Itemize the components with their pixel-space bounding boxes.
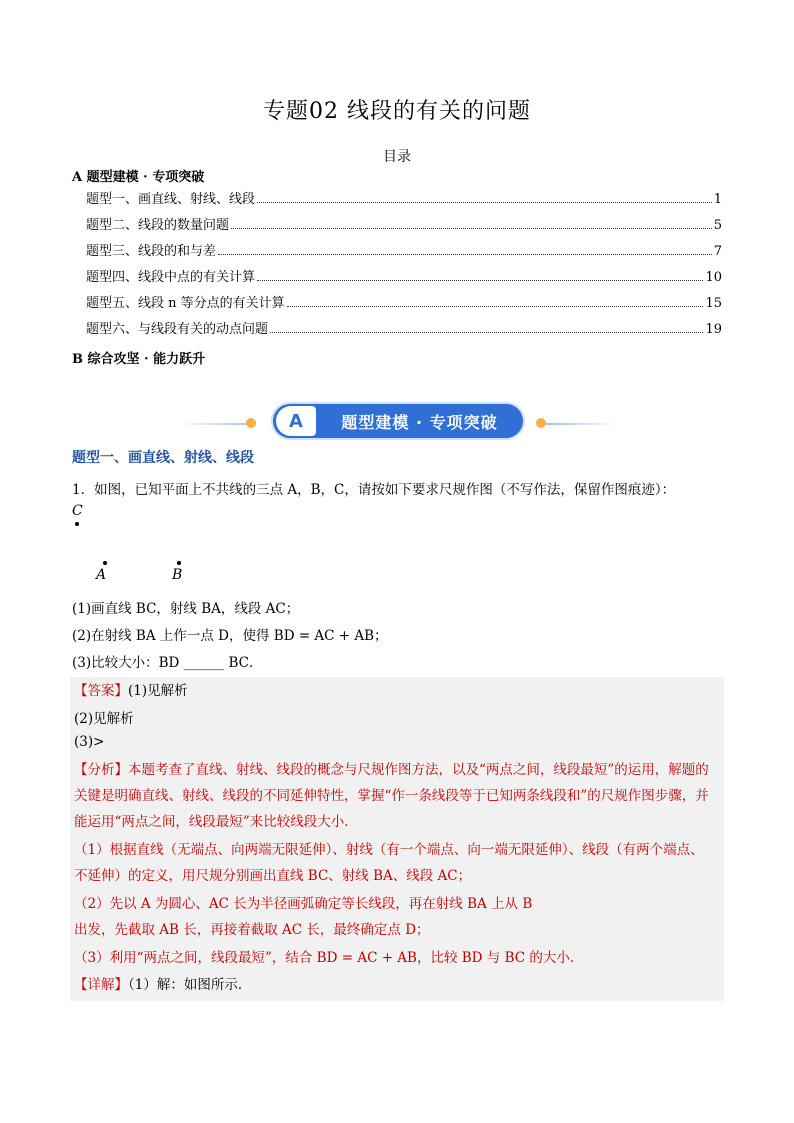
point-a-label: A: [96, 567, 107, 583]
point-b: [177, 561, 181, 565]
answer-tag: 【答案】: [74, 683, 128, 699]
toc-item-page: 5: [713, 218, 722, 233]
answer-1: (1)见解析: [128, 683, 188, 699]
analysis-tag: 【分析】: [74, 762, 128, 778]
step-1b: 不延伸）的定义，用尺规分别画出直线 BC、射线 BA、线段 AC；: [74, 868, 472, 884]
point-a: [103, 561, 107, 565]
detail-tag: 【详解】: [74, 977, 128, 993]
type-heading: 题型一、画直线、射线、线段: [72, 450, 254, 466]
detail-text: （1）解：如图所示．: [128, 977, 252, 993]
question-part-3: (3)比较大小：BD ______ BC．: [72, 655, 263, 671]
point-c: [75, 522, 79, 526]
toc-leader: [257, 269, 703, 281]
step-2b: 出发，先截取 AB 长，再接着截取 AC 长，最终确定点 D；: [74, 922, 430, 938]
banner-dot-left: [246, 418, 256, 428]
step-1a: （1）根据直线（无端点、向两端无限延伸）、射线（有一个端点、向一端无限延伸）、线段（有两个端点、: [74, 842, 704, 858]
toc-item-label: 题型二、线段的数量问题: [86, 218, 230, 233]
answer-line-1: [74, 679, 188, 699]
banner-letter: A: [276, 406, 316, 436]
analysis-text-2: 关键是明确直线、射线、线段的不同延伸特性，掌握“作一条线段等于已知两条线段和”的尺规作图步骤，并: [74, 788, 709, 804]
toc-section-b[interactable]: B 综合攻坚 · 能力跃升: [72, 352, 206, 367]
toc-item-page: 1: [713, 192, 722, 207]
toc-item[interactable]: [86, 214, 722, 232]
toc-item-page: 10: [705, 270, 722, 285]
toc-item-label: 题型五、线段 n 等分点的有关计算: [86, 296, 285, 311]
step-2a: （2）先以 A 为圆心、AC 长为半径画弧确定等长线段，再在射线 BA 上从 B: [74, 896, 533, 912]
toc-item[interactable]: [86, 240, 722, 258]
toc-item-page: 19: [705, 322, 722, 337]
toc-item-label: 题型三、线段的和与差: [86, 244, 217, 259]
point-b-label: B: [172, 567, 183, 583]
toc-leader: [257, 191, 712, 203]
detail-line: [74, 973, 251, 993]
toc-leader: [218, 243, 712, 255]
page-title: 专题02 线段的有关的问题: [263, 99, 531, 124]
toc-leader: [287, 295, 704, 307]
analysis-text-3: 能运用“两点之间，线段最短”来比较线段大小．: [74, 814, 358, 830]
toc-item-label: 题型四、线段中点的有关计算: [86, 270, 256, 285]
question-stem: 1．如图，已知平面上不共线的三点 A，B，C，请按如下要求尺规作图（不写作法，保留作图痕迹）：: [72, 482, 676, 498]
answer-2: (2)见解析: [74, 711, 134, 727]
toc-item-page: 15: [705, 296, 722, 311]
toc-item[interactable]: [86, 318, 722, 336]
toc-item-label: 题型一、画直线、射线、线段: [86, 192, 256, 207]
banner-text: 题型建模 · 专项突破: [341, 412, 498, 432]
banner-line-left: [180, 423, 256, 425]
toc-item[interactable]: [86, 188, 722, 206]
toc-leader: [231, 217, 712, 229]
toc-section-a[interactable]: A 题型建模 · 专项突破: [72, 170, 205, 185]
toc-heading: 目录: [383, 149, 411, 165]
toc-leader: [270, 321, 703, 333]
section-banner: [273, 404, 523, 438]
answer-3: (3)>: [74, 734, 105, 750]
question-part-2: (2)在射线 BA 上作一点 D，使得 BD = AC + AB；: [72, 628, 388, 644]
question-part-1: (1)画直线 BC，射线 BA，线段 AC；: [72, 601, 300, 617]
banner-line-right: [546, 423, 616, 425]
toc-item[interactable]: [86, 292, 722, 310]
toc-item-page: 7: [713, 244, 722, 259]
toc-item[interactable]: [86, 266, 722, 284]
point-c-label: C: [72, 503, 83, 519]
analysis-line-1: [74, 758, 709, 778]
toc-item-label: 题型六、与线段有关的动点问题: [86, 322, 269, 337]
step-3: （3）利用“两点之间，线段最短”，结合 BD = AC + AB，比较 BD 与 BC 的大小．: [74, 950, 584, 966]
analysis-text-1: 本题考查了直线、射线、线段的概念与尺规作图方法，以及“两点之间，线段最短”的运用，解题的: [128, 762, 709, 778]
banner-dot-right: [536, 418, 546, 428]
